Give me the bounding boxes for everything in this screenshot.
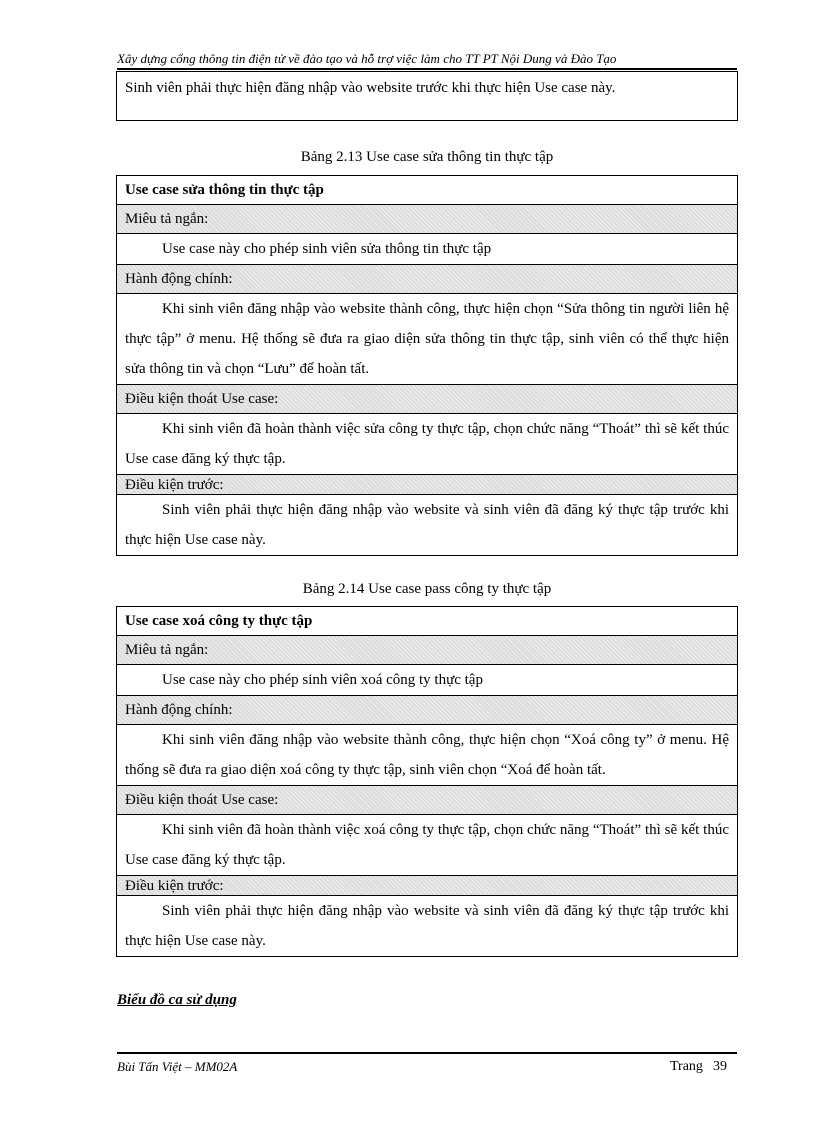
table-2-14: [116, 606, 738, 957]
footer-page: [670, 1059, 727, 1075]
table-2-14-title: Use case xoá công ty thực tập: [117, 607, 737, 636]
table-2-13-pre-label: Điều kiện trước:: [117, 475, 737, 495]
footer-author: Bùi Tấn Việt – MM02A: [117, 1059, 238, 1074]
table-2-13-short-desc: Use case này cho phép sinh viên sửa thông tin thực tập: [117, 234, 737, 265]
section-heading: Biểu đồ ca sử dụng: [117, 992, 237, 1008]
table-2-13-pre: Sinh viên phải thực hiện đăng nhập vào website và sinh viên đã đăng ký thực tập trước khi thực hiện Use case này.: [125, 502, 729, 548]
table-2-13-short-desc-label: Miêu tả ngắn:: [117, 205, 737, 234]
table-2-14-main-action-label: Hành động chính:: [117, 696, 737, 725]
table-2-13-title: Use case sửa thông tin thực tập: [117, 176, 737, 205]
table-2-14-caption: Bảng 2.14 Use case pass công ty thực tập: [302, 581, 552, 597]
table-2-13-caption: Bảng 2.13 Use case sửa thông tin thực tập: [300, 149, 554, 165]
table-2-14-short-desc-label: Miêu tả ngắn:: [117, 636, 737, 665]
footer-rule: [117, 1052, 737, 1054]
table-2-13-main-action-label: Hành động chính:: [117, 265, 737, 294]
table-2-14-short-desc: Use case này cho phép sinh viên xoá công ty thực tập: [117, 665, 737, 696]
table-2-14-main-action: Khi sinh viên đăng nhập vào website thành công, thực hiện chọn “Xoá công ty” ở menu. Hệ thống sẽ đưa ra giao diện xoá công ty thực tập, sinh viên chọn “Xoá để hoàn tất.: [117, 725, 737, 786]
table-2-14-exit-label: Điều kiện thoát Use case:: [117, 786, 737, 815]
previous-table-tail: [116, 71, 738, 121]
table-2-13: [116, 175, 738, 556]
running-header: Xây dựng cổng thông tin điện tử về đào tạo và hỗ trợ việc làm cho TT PT Nội Dung và Đào Tạo: [117, 51, 617, 66]
table-2-13-exit: Khi sinh viên đã hoàn thành việc sửa công ty thực tập, chọn chức năng “Thoát” thì sẽ kết thúc Use case đăng ký thực tập.: [117, 414, 737, 475]
table-2-13-main-action: Khi sinh viên đăng nhập vào website thành công, thực hiện chọn “Sửa thông tin người liên hệ thực tập” ở menu. Hệ thống sẽ đưa ra giao diện sửa thông tin thực tập, sinh viên có thể thực hiện sửa thông tin và chọn “Lưu” để hoàn tất.: [117, 294, 737, 385]
table-2-14-pre: Sinh viên phải thực hiện đăng nhập vào website và sinh viên đã đăng ký thực tập trước khi thực hiện Use case này.: [125, 903, 729, 949]
table-2-14-pre-label: Điều kiện trước:: [117, 876, 737, 896]
table-2-14-exit: Khi sinh viên đã hoàn thành việc xoá công ty thực tập, chọn chức năng “Thoát” thì sẽ kết thúc Use case đăng ký thực tập.: [117, 815, 737, 876]
footer-page-number: 39: [712, 1059, 727, 1074]
footer-page-label: Trang: [670, 1059, 703, 1074]
previous-table-cell: Sinh viên phải thực hiện đăng nhập vào website trước khi thực hiện Use case này.: [125, 80, 616, 96]
table-2-13-exit-label: Điều kiện thoát Use case:: [117, 385, 737, 414]
header-rule: [117, 68, 737, 70]
